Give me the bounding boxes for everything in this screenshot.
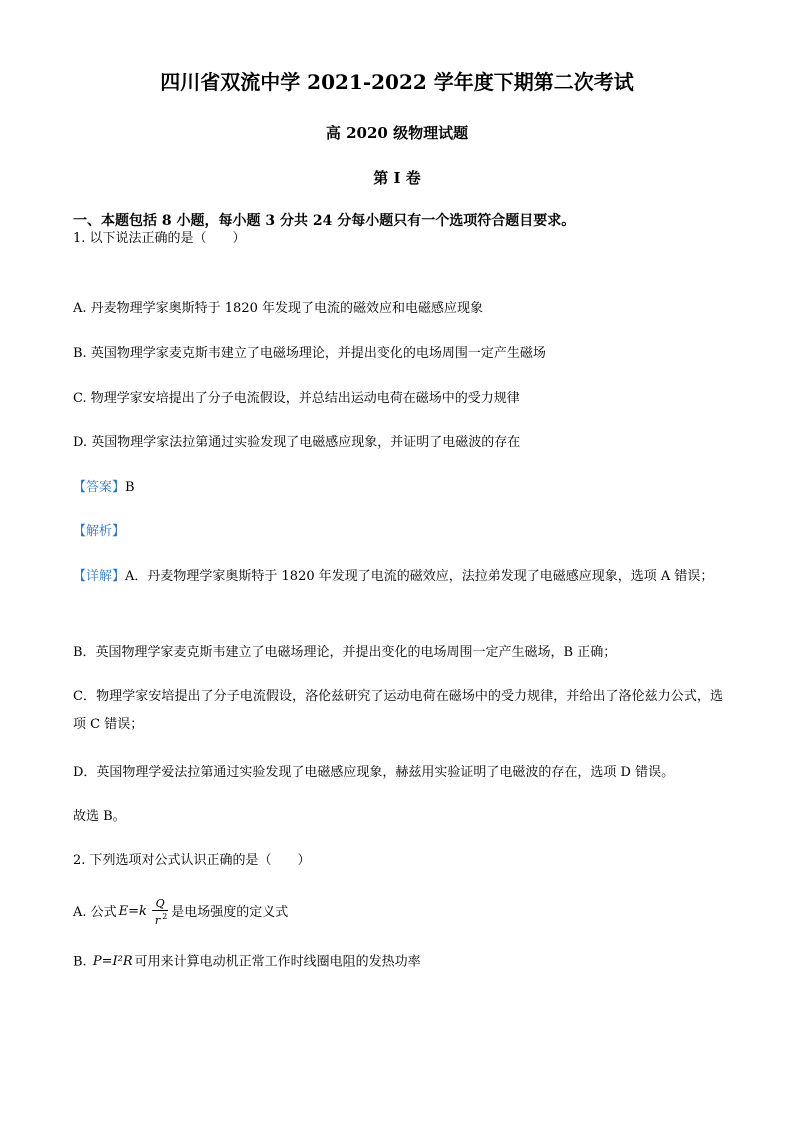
answer-value: B [125, 480, 135, 495]
question-1-option-d: D. 英国物理学家法拉第通过实验发现了电磁感应现象，并证明了电磁波的存在 [73, 435, 521, 450]
formula-fraction [151, 898, 169, 927]
option-b-prefix: B. [73, 954, 91, 970]
detail-paragraph-a [73, 563, 723, 591]
question-2-option-b [73, 952, 421, 973]
option-b-suffix: 可用来计算电动机正常工作时线圈电阻的发热功率 [134, 954, 421, 970]
detail-paragraph-c: C．物理学家安培提出了分子电流假设，洛伦兹研究了运动电荷在磁场中的受力规律，并给出了洛伦兹力公式，选项 C 错误； [73, 689, 723, 732]
formula-power: P=I²R [92, 954, 133, 969]
detail-tag: 【详解】 [73, 569, 126, 584]
answer-tag: 【答案】 [73, 480, 126, 495]
analysis-line [73, 522, 125, 542]
fraction-denominator: r $^2$ [154, 912, 168, 927]
formula-lhs: E=k [118, 904, 147, 920]
detail-a-text: A．丹麦物理学家奥斯特于 1820 年发现了电流的磁效应，法拉弟发现了电磁感应现象，选项 A 错误； [125, 569, 714, 584]
volume-label: 第 I 卷 [373, 169, 421, 187]
detail-paragraph-d: D．英国物理学爱法拉第通过实验发现了电磁感应现象，赫兹用实验证明了电磁波的存在，选项 D 错误。 [73, 765, 675, 780]
question-1-option-a: A. 丹麦物理学家奥斯特于 1820 年发现了电流的磁效应和电磁感应现象 [73, 301, 484, 316]
question-1-stem: 1. 以下说法正确的是（ ） [73, 231, 246, 246]
answer-line [73, 478, 135, 498]
question-1-option-b: B. 英国物理学家麦克斯韦建立了电磁场理论，并提出变化的电场周围一定产生磁场 [73, 346, 546, 361]
question-2-stem: 2. 下列选项对公式认识正确的是（ ） [73, 853, 311, 868]
detail-paragraph-b: B．英国物理学家麦克斯韦建立了电磁场理论，并提出变化的电场周围一定产生磁场，B 正确； [73, 645, 617, 660]
section-heading: 一、本题包括 8 小题，每小题 3 分共 24 分每小题只有一个选项符合题目要求。 [73, 213, 576, 229]
exam-subtitle: 高 2020 级物理试题 [325, 124, 469, 142]
analysis-tag: 【解析】 [73, 524, 126, 539]
question-1-option-c: C. 物理学家安培提出了分子电流假设，并总结出运动电荷在磁场中的受力规律 [73, 391, 520, 406]
exam-title: 四川省双流中学 2021-2022 学年度下期第二次考试 [160, 70, 634, 94]
fraction-numerator: Q [155, 897, 165, 910]
option-a-suffix: 是电场强度的定义式 [171, 904, 289, 920]
option-a-prefix: A. 公式 [73, 904, 117, 920]
conclusion: 故选 B。 [73, 809, 126, 824]
question-2-option-a [73, 898, 288, 927]
